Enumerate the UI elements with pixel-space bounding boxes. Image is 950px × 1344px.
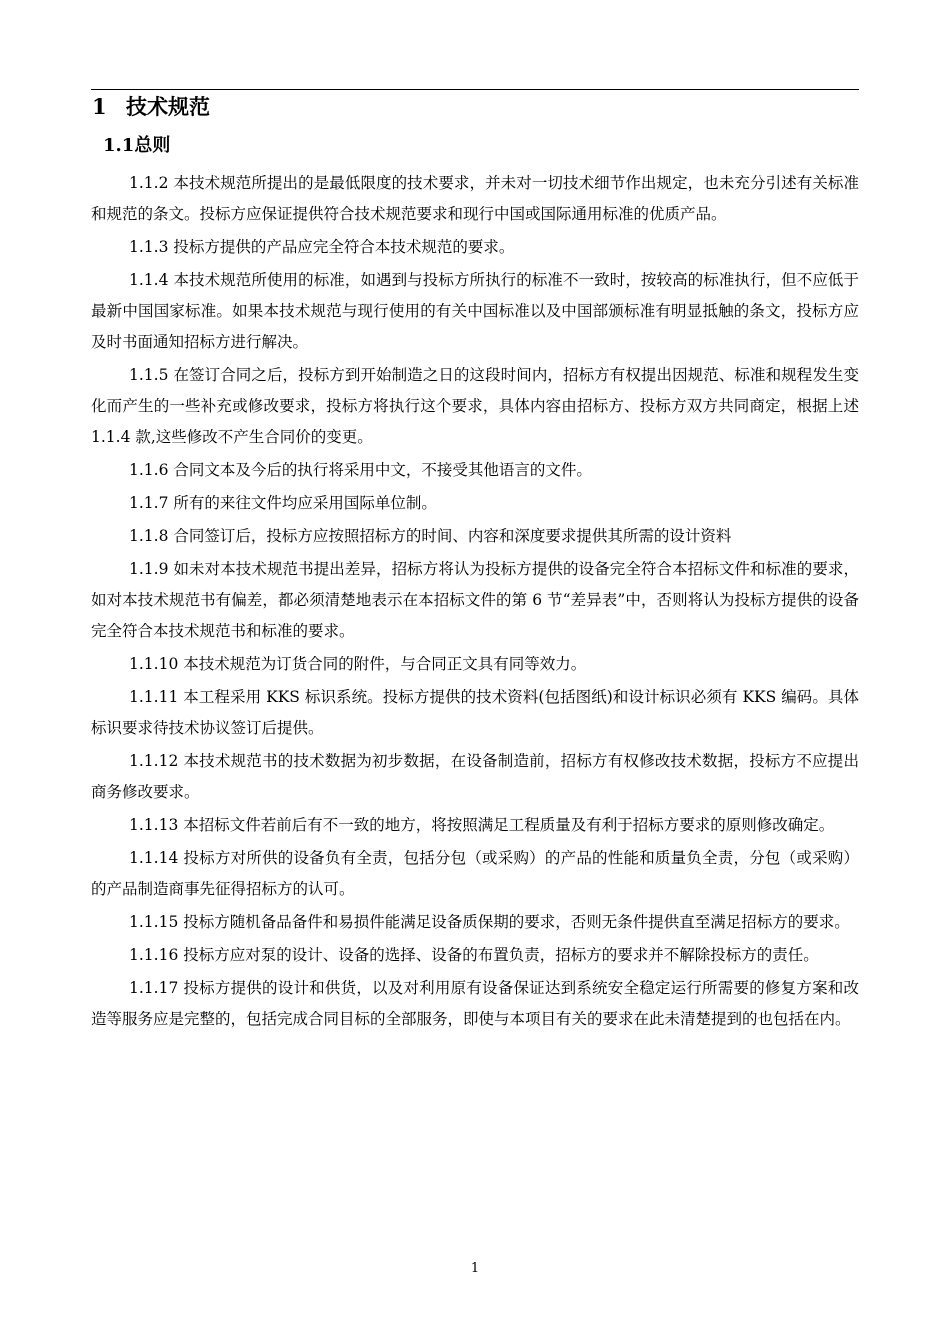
paragraph-1-1-14: 1.1.14 投标方对所供的设备负有全责，包括分包（或采购）的产品的性能和质量负全责，分包（或采购）的产品制造商事先征得招标方的认可。: [91, 849, 859, 898]
paragraph-1-1-8: 1.1.8 合同签订后，投标方应按照招标方的时间、内容和深度要求提供其所需的设计资料: [129, 527, 732, 545]
paragraph-1-1-6: 1.1.6 合同文本及今后的执行将采用中文，不接受其他语言的文件。: [129, 461, 592, 479]
paragraph-1-1-10: 1.1.10 本技术规范为订货合同的附件，与合同正文具有同等效力。: [129, 655, 587, 673]
paragraph-1-1-17: 1.1.17 投标方提供的设计和供货，以及对利用原有设备保证达到系统安全稳定运行所需要的修复方案和改造等服务应是完整的，包括完成合同目标的全部服务，即使与本项目有关的要求在此未清楚提到的也包括在内。: [91, 979, 859, 1028]
paragraph-1-1-5: 1.1.5 在签订合同之后，投标方到开始制造之日的这段时间内，招标方有权提出因规范、标准和规程发生变化而产生的一些补充或修改要求，投标方将执行这个要求，具体内容由招标方、投标方双方共同商定，根据上述 1.1.4 款,这些修改不产生合同价的变更。: [91, 366, 859, 446]
paragraph-1-1-7: 1.1.7 所有的来往文件均应采用国际单位制。: [129, 494, 437, 512]
paragraph-1-1-4: 1.1.4 本技术规范所使用的标准，如遇到与投标方所执行的标准不一致时，按较高的标准执行，但不应低于最新中国国家标准。如果本技术规范与现行使用的有关中国标准以及中国部颁标准有明显抵触的条文，投标方应及时书面通知招标方进行解决。: [91, 271, 859, 351]
page-number: 1: [470, 1261, 480, 1276]
paragraph-1-1-12: 1.1.12 本技术规范书的技术数据为初步数据，在设备制造前，招标方有权修改技术数据，投标方不应提出商务修改要求。: [91, 752, 859, 801]
paragraph-1-1-16: 1.1.16 投标方应对泵的设计、设备的选择、设备的布置负责，招标方的要求并不解除投标方的责任。: [129, 946, 819, 964]
chapter-number: 1: [92, 94, 107, 119]
paragraph-1-1-13: 1.1.13 本招标文件若前后有不一致的地方，将按照满足工程质量及有利于招标方要求的原则修改确定。: [129, 816, 835, 834]
paragraph-1-1-11: 1.1.11 本工程采用 KKS 标识系统。投标方提供的技术资料(包括图纸)和设计标识必须有 KKS 编码。具体标识要求待技术协议签订后提供。: [91, 688, 859, 737]
paragraph-1-1-2: 1.1.2 本技术规范所提出的是最低限度的技术要求，并未对一切技术细节作出规定，也未充分引述有关标准和规范的条文。投标方应保证提供符合技术规范要求和现行中国或国际通用标准的优质产品。: [91, 174, 859, 223]
paragraph-1-1-3: 1.1.3 投标方提供的产品应完全符合本技术规范的要求。: [129, 238, 515, 256]
chapter-title: 技术规范: [126, 94, 210, 119]
paragraph-1-1-15: 1.1.15 投标方随机备品备件和易损件能满足设备质保期的要求，否则无条件提供直至满足招标方的要求。: [129, 913, 850, 931]
paragraph-1-1-9: 1.1.9 如未对本技术规范书提出差异，招标方将认为投标方提供的设备完全符合本招标文件和标准的要求，如对本技术规范书有偏差，都必须清楚地表示在本招标文件的第 6 节“差异表”中，否则将认为投标方提供的设备完全符合本技术规范书和标准的要求。: [91, 560, 859, 640]
body-text: [91, 168, 859, 1037]
chapter-heading: [92, 92, 210, 122]
section-heading: 1.1总则: [103, 135, 171, 156]
header-rule: [91, 89, 859, 90]
